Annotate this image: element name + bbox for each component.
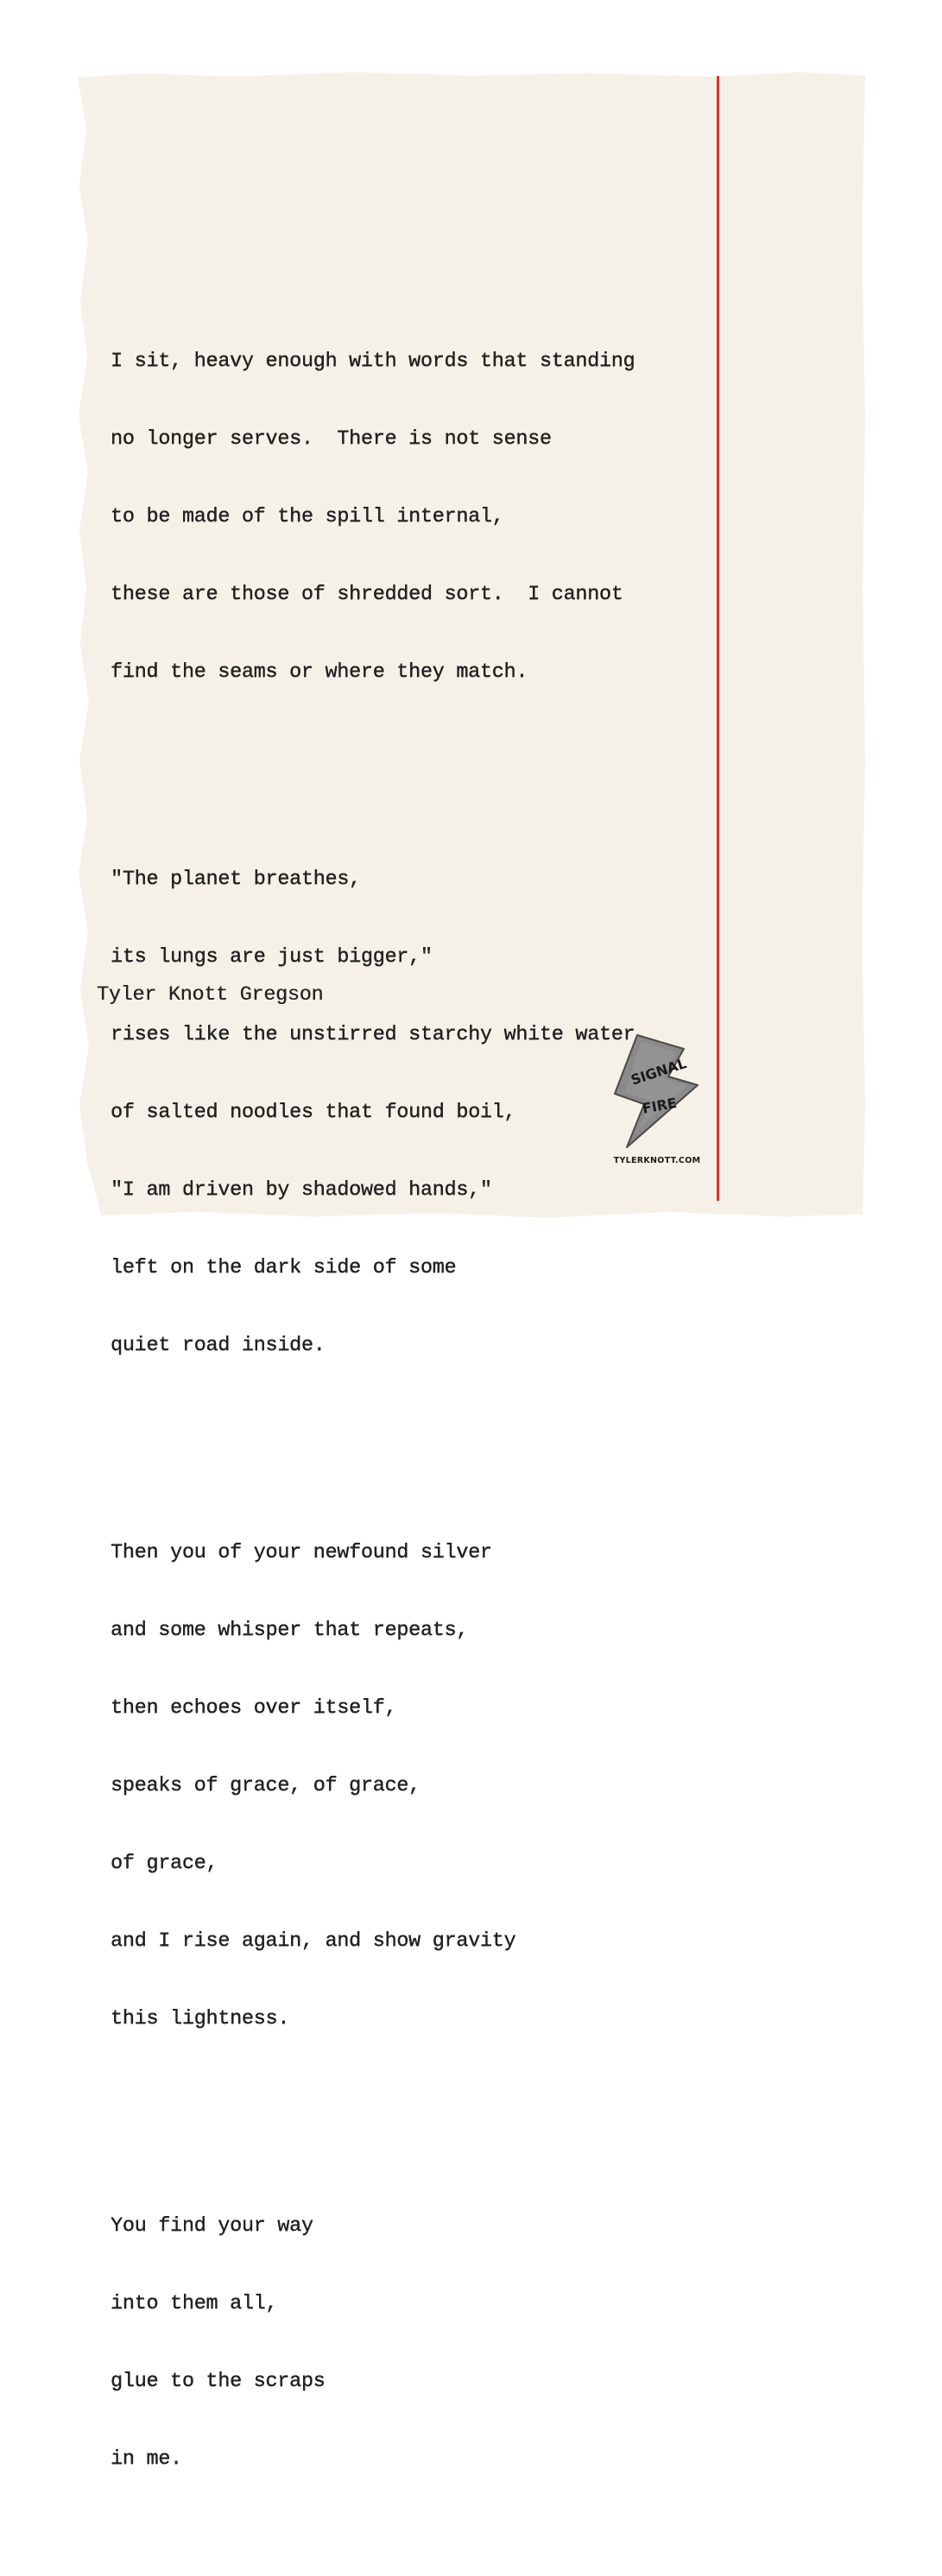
stanza-1	[111, 297, 706, 737]
poem-line: glue to the scraps	[111, 2370, 326, 2393]
poem-line: and some whisper that repeats,	[111, 1619, 469, 1642]
poem-line: to be made of the spill internal,	[111, 505, 504, 528]
poem-line: speaks of grace, of grace,	[111, 1774, 420, 1797]
poem-line: then echoes over itself,	[111, 1696, 397, 1720]
red-margin-line	[717, 76, 719, 1201]
poem-line: "I am driven by shadowed hands,"	[111, 1178, 492, 1202]
poem-line: no longer serves. There is not sense	[111, 427, 552, 451]
poem-line: I sit, heavy enough with words that standing	[111, 350, 635, 373]
website-label: TYLERKNOTT.COM	[613, 1156, 701, 1165]
poem-line: and I rise again, and show gravity	[111, 1929, 516, 1953]
lightning-bolt-icon	[604, 1032, 712, 1148]
poem-line: its lungs are just bigger,"	[111, 945, 433, 969]
poem-line: of grace,	[111, 1852, 218, 1875]
poem-line: You find your way	[111, 2214, 313, 2238]
poem-line: Then you of your newfound silver	[111, 1541, 492, 1564]
poem-line: rises like the unstirred starchy white water	[111, 1023, 635, 1046]
poem-line: into them all,	[111, 2292, 278, 2315]
poem-line: of salted noodles that found boil,	[111, 1101, 516, 1124]
poem-line: left on the dark side of some	[111, 1256, 457, 1279]
poem-line: quiet road inside.	[111, 1334, 326, 1357]
poem-line: "The planet breathes,	[111, 868, 361, 891]
logo-text-line2: FIRE	[641, 1094, 679, 1117]
poem-line: this lightness.	[111, 2007, 290, 2030]
logo-text-line1: SIGNAL	[629, 1055, 689, 1089]
author-signature: Tyler Knott Gregson	[97, 983, 324, 1007]
poem-line: find the seams or where they match.	[111, 660, 528, 684]
poem-line: in me.	[111, 2447, 182, 2471]
poem-body	[111, 245, 706, 2576]
stanza-3	[111, 1488, 706, 2084]
poem-line: these are those of shredded sort. I cannot	[111, 583, 623, 606]
stanza-4	[111, 2162, 706, 2524]
